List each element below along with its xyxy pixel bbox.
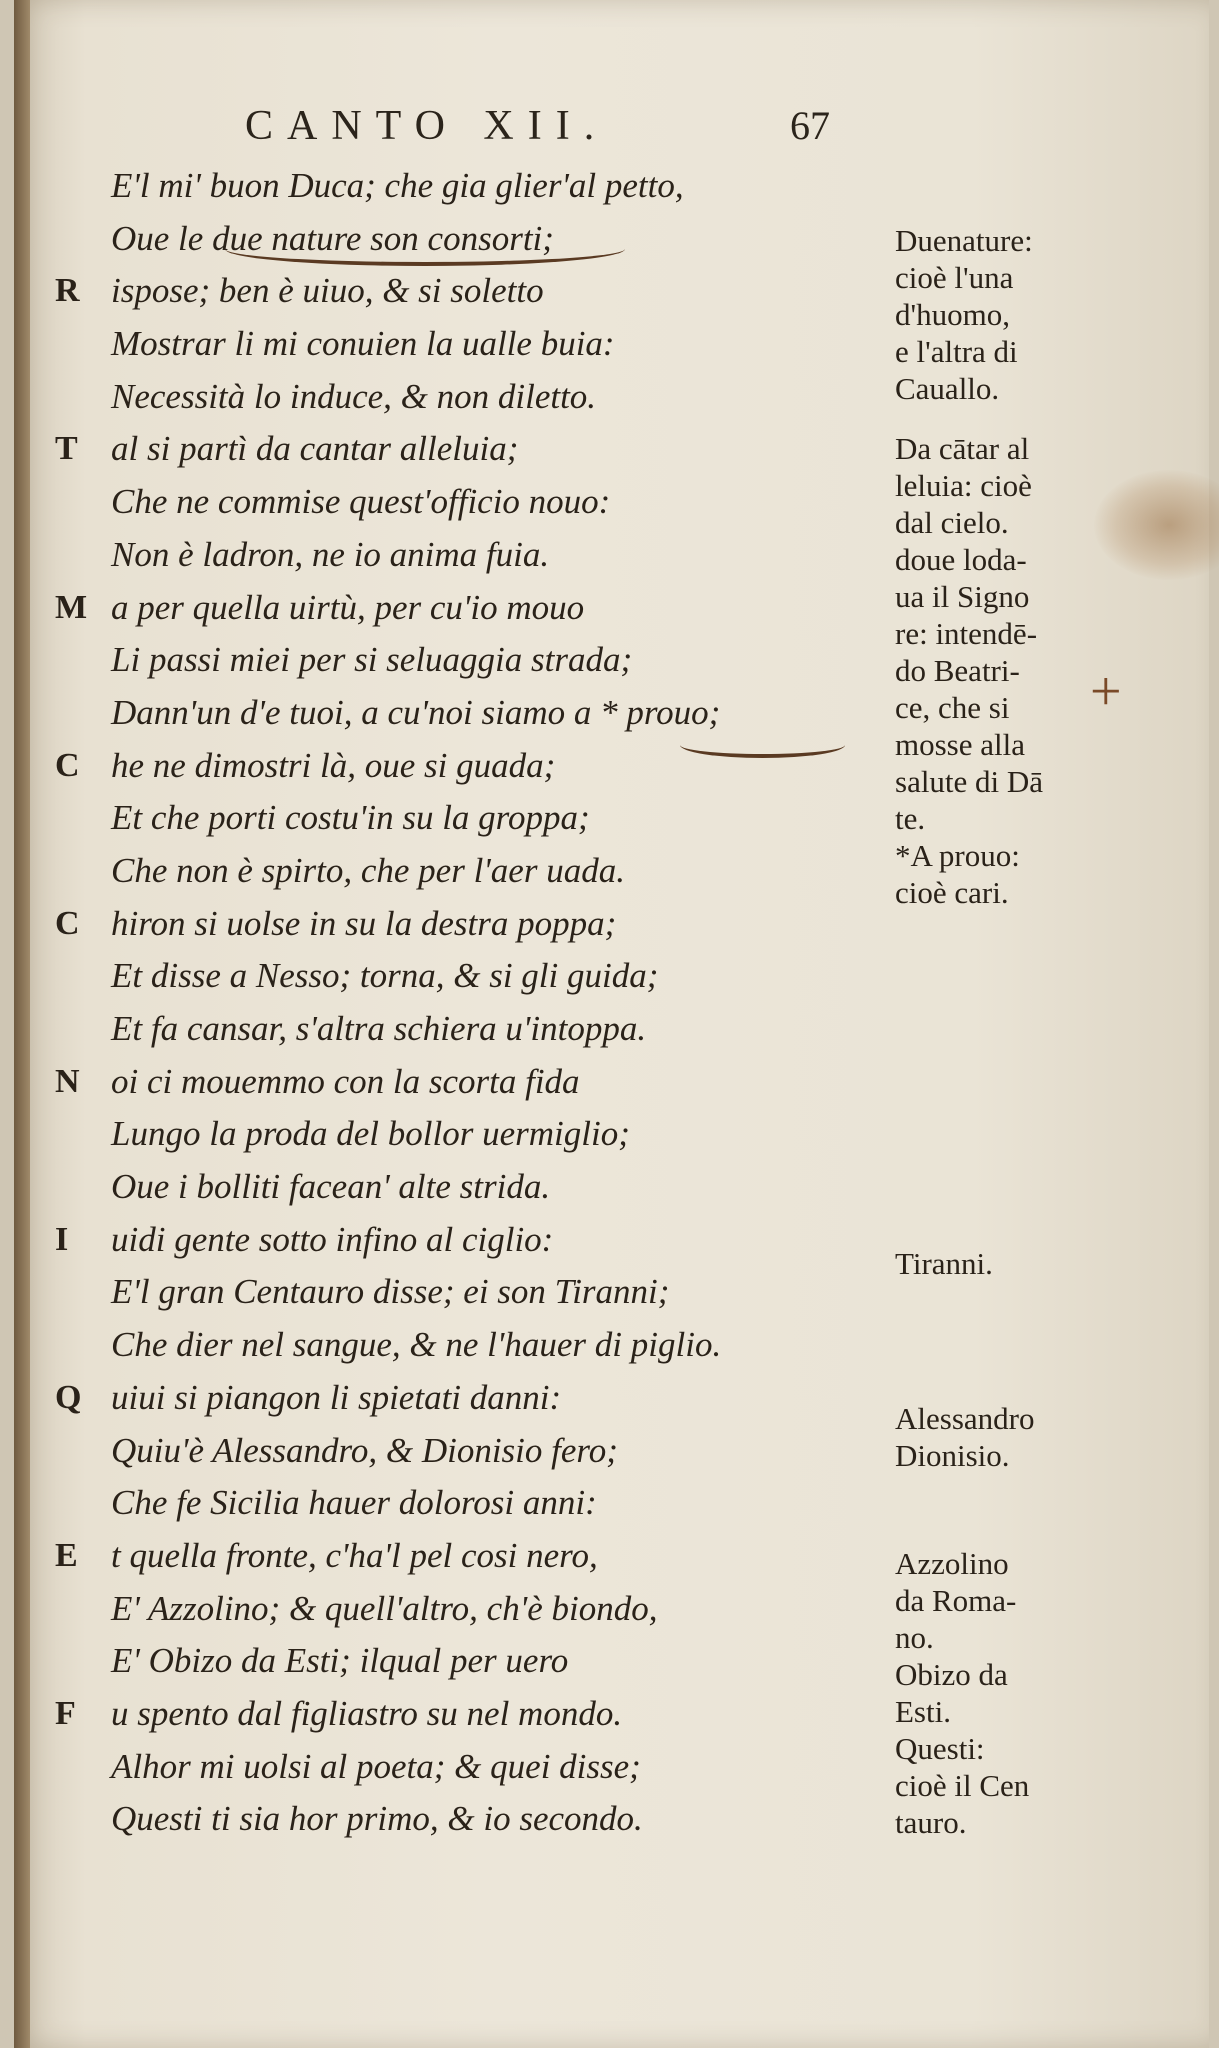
stanza-initial: I <box>55 1220 69 1258</box>
verse-line <box>55 792 895 845</box>
verse-text: uiui si piangon li spietati danni: <box>111 1377 562 1417</box>
verse-line <box>55 1793 895 1846</box>
handwritten-cross-mark: + <box>1090 661 1122 723</box>
verse-line <box>55 582 895 635</box>
verse-text: E'l gran Centauro disse; ei son Tiranni; <box>111 1272 670 1312</box>
verse-text: Necessità lo induce, & non diletto. <box>111 376 597 416</box>
verse-text: Li passi miei per si seluaggia strada; <box>111 640 633 680</box>
verse-text: E'l mi' buon Duca; che gia glier'al petto, <box>111 166 684 205</box>
verse-line <box>55 1372 895 1425</box>
verse-line <box>55 898 895 951</box>
margin-gloss-azzolino <box>895 1545 1095 1841</box>
gloss-line: Obizo da <box>895 1657 1008 1692</box>
verse-text: Et disse a Nesso; torna, & si gli guida; <box>111 956 659 996</box>
margin-gloss-alessandro <box>895 1400 1095 1474</box>
stanza-initial: T <box>55 430 78 468</box>
running-title: CANTO XII. <box>245 103 609 149</box>
verse-text: Quiu'è Alessandro, & Dionisio fero; <box>111 1430 618 1470</box>
gloss-line: *A prouo: <box>895 838 1020 873</box>
handwritten-underline <box>680 732 845 758</box>
stanza-initial: N <box>55 1062 80 1100</box>
verse-text: Et fa cansar, s'altra schiera u'intoppa. <box>111 1009 647 1048</box>
gloss-line: da Roma- <box>895 1583 1017 1618</box>
stanza-initial: C <box>55 746 80 784</box>
verse-column <box>55 160 895 1846</box>
verse-line <box>55 634 895 687</box>
gloss-line: Dionisio. <box>895 1438 1010 1473</box>
stanza-initial: M <box>55 588 88 626</box>
verse-text: Che ne commise quest'officio nouo: <box>111 482 611 522</box>
verse-text: Lungo la proda del bollor uermiglio; <box>111 1114 630 1154</box>
gloss-line: doue loda- <box>895 542 1027 577</box>
page-number: 67 <box>790 103 830 148</box>
gloss-line: re: intendē- <box>895 616 1038 651</box>
gloss-line: cioè il Cen <box>895 1768 1030 1803</box>
verse-line <box>55 1319 895 1372</box>
gloss-line: tauro. <box>895 1805 967 1840</box>
verse-text: E' Obizo da Esti; ilqual per uero <box>111 1641 569 1681</box>
gloss-line: no. <box>895 1620 934 1655</box>
margin-gloss-cantar-alleluia <box>895 430 1095 911</box>
verse-text: Che non è spirto, che per l'aer uada. <box>111 850 625 890</box>
verse-text: Mostrar li mi conuien la ualle buia: <box>111 324 615 364</box>
verse-line <box>55 950 895 1003</box>
gloss-line: Azzolino <box>895 1546 1009 1581</box>
verse-line <box>55 1477 895 1530</box>
verse-line <box>55 160 895 213</box>
verse-text: he ne dimostri là, oue si guada; <box>111 745 556 785</box>
verse-text: al si partì da cantar alleluia; <box>111 429 519 469</box>
gloss-line: Esti. <box>895 1694 951 1729</box>
verse-text: Oue i bolliti facean' alte strida. <box>111 1167 551 1207</box>
verse-text: t quella fronte, c'ha'l pel cosi nero, <box>111 1535 598 1575</box>
verse-text: Oue le due nature son consorti; <box>111 218 554 258</box>
gloss-line: dal cielo. <box>895 505 1009 540</box>
gloss-line: mosse alla <box>895 727 1025 762</box>
verse-text: ispose; ben è uiuo, & si soletto <box>111 271 544 311</box>
verse-text: Et che porti costu'in su la groppa; <box>111 798 590 838</box>
verse-line <box>55 1688 895 1741</box>
stanza-initial: Q <box>55 1378 82 1416</box>
gloss-line: Cauallo. <box>895 371 1000 406</box>
verse-line <box>55 318 895 371</box>
verse-line <box>55 1741 895 1794</box>
verse-line <box>55 1530 895 1583</box>
gloss-line: do Beatri- <box>895 653 1020 688</box>
stanza-initial: F <box>55 1694 76 1732</box>
gloss-line: leluia: cioè <box>895 468 1032 503</box>
verse-text: a per quella uirtù, per cu'io mouo <box>111 587 585 627</box>
handwritten-underline <box>225 232 625 266</box>
verse-line <box>55 529 895 582</box>
verse-line <box>55 1583 895 1636</box>
gloss-line: Duenature: <box>895 223 1033 258</box>
gloss-line: d'huomo, <box>895 297 1010 332</box>
ink-stain <box>1094 470 1219 580</box>
verse-line <box>55 1056 895 1109</box>
verse-line <box>55 1425 895 1478</box>
verse-line <box>55 1108 895 1161</box>
stanza-initial: E <box>55 1536 78 1574</box>
verse-text: u spento dal figliastro su nel mondo. <box>111 1693 623 1733</box>
verse-text: hiron si uolse in su la destra poppa; <box>111 903 617 943</box>
gloss-line: cioè l'una <box>895 260 1014 295</box>
book-binding <box>14 0 30 2048</box>
verse-text: E' Azzolino; & quell'altro, ch'è biondo, <box>111 1588 658 1628</box>
gloss-line: ua il Signo <box>895 579 1030 614</box>
gloss-line: e l'altra di <box>895 334 1018 369</box>
verse-line <box>55 1214 895 1267</box>
verse-line <box>55 1266 895 1319</box>
verse-text: Dann'un d'e tuoi, a cu'noi siamo a * prouo; <box>111 692 721 732</box>
verse-text: Questi ti sia hor primo, & io secondo. <box>111 1799 643 1839</box>
gloss-line: te. <box>895 801 926 836</box>
verse-line <box>55 1161 895 1214</box>
gloss-line: Questi: <box>895 1731 985 1766</box>
margin-gloss-tiranni <box>895 1245 1095 1282</box>
gloss-line: Alessandro <box>895 1401 1035 1436</box>
verse-text: oi ci mouemmo con la scorta fida <box>111 1061 580 1101</box>
gloss-line: Da cātar al <box>895 431 1030 466</box>
verse-text: uidi gente sotto infino al ciglio: <box>111 1219 554 1259</box>
page-header <box>0 102 1219 162</box>
verse-line <box>55 476 895 529</box>
verse-line <box>55 265 895 318</box>
verse-line <box>55 423 895 476</box>
margin-gloss-due-nature <box>895 222 1095 407</box>
verse-text: Che fe Sicilia hauer dolorosi anni: <box>111 1483 597 1523</box>
verse-line <box>55 1635 895 1688</box>
verse-line <box>55 1003 895 1056</box>
verse-text: Non è ladron, ne io anima fuia. <box>111 534 550 574</box>
stanza-initial: C <box>55 904 80 942</box>
gloss-line: salute di Dā <box>895 764 1044 799</box>
gloss-line: Tiranni. <box>895 1246 993 1281</box>
stanza-initial: R <box>55 272 80 310</box>
gloss-line: ce, che si <box>895 690 1010 725</box>
verse-line <box>55 845 895 898</box>
verse-text: Alhor mi uolsi al poeta; & quei disse; <box>111 1746 641 1786</box>
verse-text: Che dier nel sangue, & ne l'hauer di piglio. <box>111 1325 722 1365</box>
gloss-line: cioè cari. <box>895 875 1009 910</box>
verse-line <box>55 371 895 424</box>
